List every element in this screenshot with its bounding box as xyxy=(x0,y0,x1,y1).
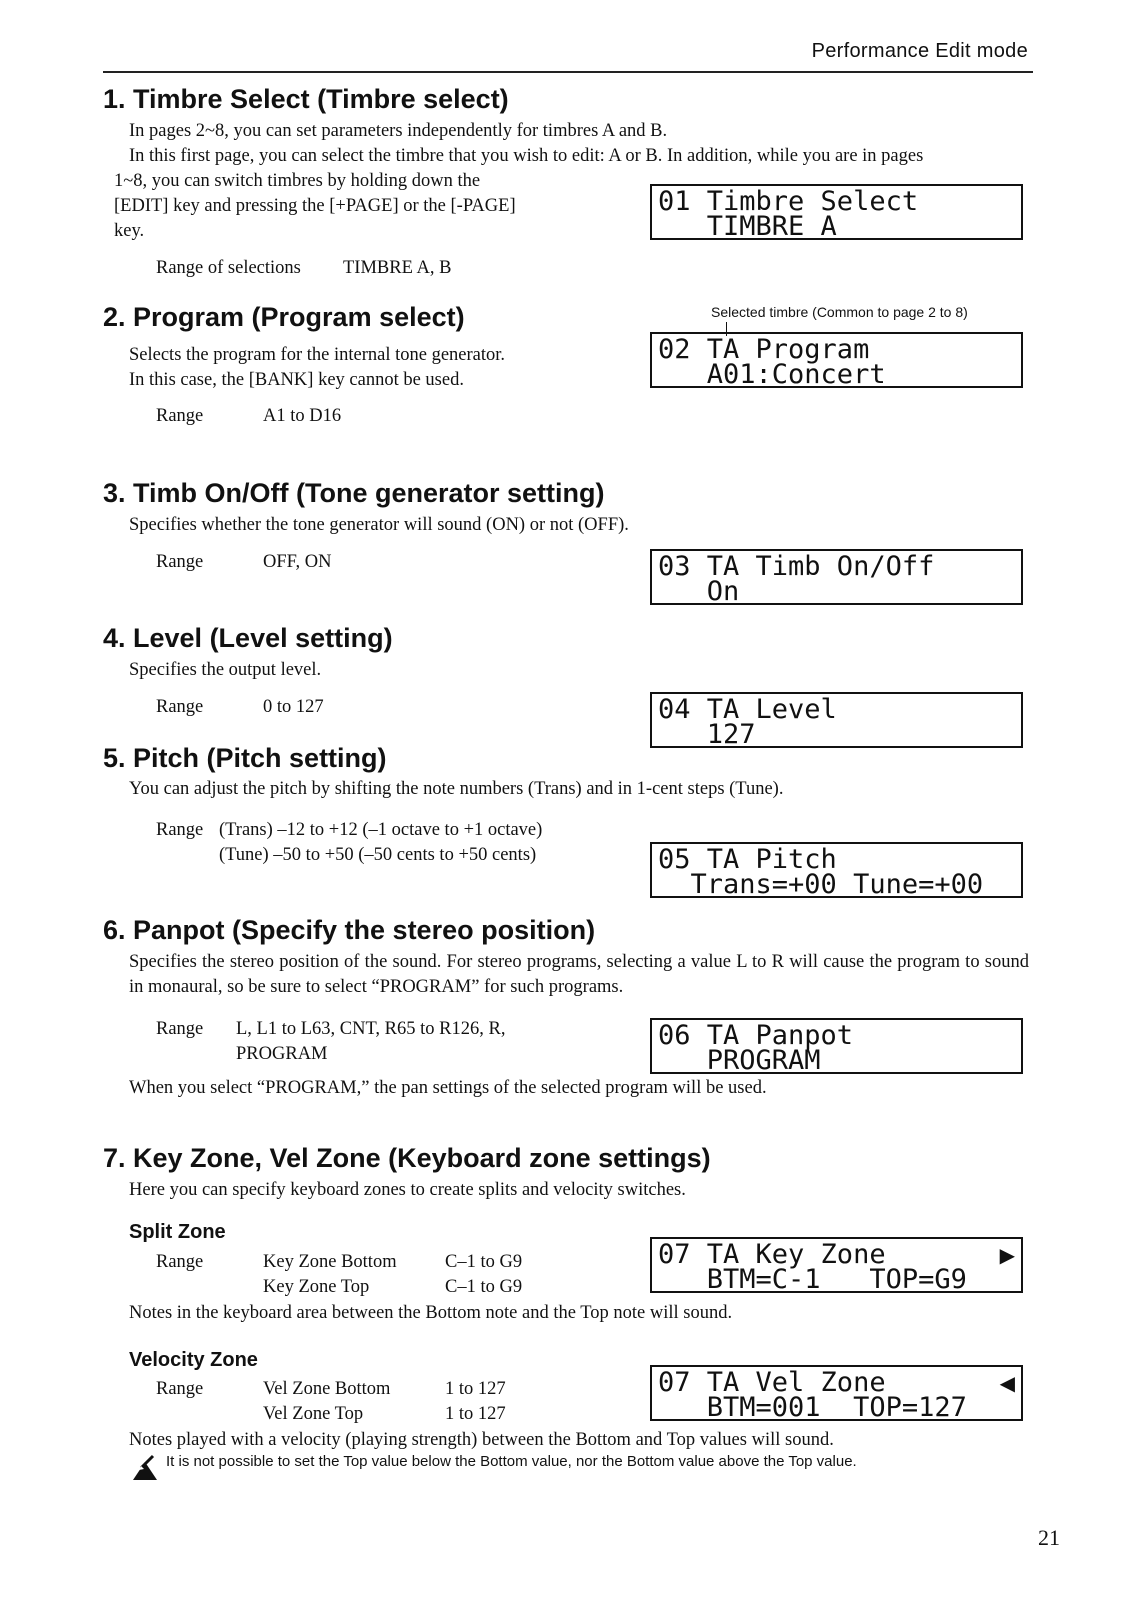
section-5-range-label: Range xyxy=(156,820,204,840)
split-row-2-name: Key Zone Top xyxy=(263,1277,370,1297)
lcd-line-1: 01 Timbre Select xyxy=(658,186,919,217)
section-2-heading: 2. Program (Program select) xyxy=(103,302,465,332)
caution-note: It is not possible to set the Top value below the Bottom value, nor the Bottom value above the Top value. xyxy=(166,1453,857,1470)
lcd-line-1: 03 TA Timb On/Off xyxy=(658,551,935,582)
section-6-heading: 6. Panpot (Specify the stereo position) xyxy=(103,915,596,945)
section-1-range-label: Range of selections xyxy=(156,258,301,278)
lcd-display-timb-onoff xyxy=(650,549,1023,605)
split-row-1-name: Key Zone Bottom xyxy=(263,1252,397,1272)
vel-row-1-name: Vel Zone Bottom xyxy=(263,1379,391,1399)
lcd-display-key-zone xyxy=(650,1237,1023,1293)
lcd-line-2: PROGRAM xyxy=(658,1045,821,1076)
section-1-heading: 1. Timbre Select (Timbre select) xyxy=(103,84,509,114)
section-2-range-value: A1 to D16 xyxy=(263,406,342,426)
split-row-2-value: C–1 to G9 xyxy=(445,1277,523,1297)
selected-timbre-caption: Selected timbre (Common to page 2 to 8) xyxy=(711,304,968,320)
lcd-line-2: Trans=+00 Tune=+00 xyxy=(658,869,984,900)
caution-pencil-icon xyxy=(131,1452,159,1482)
section-1-line-3: 1~8, you can switch timbres by holding down the xyxy=(114,171,481,191)
split-zone-note: Notes in the keyboard area between the Bottom note and the Top note will sound. xyxy=(129,1303,733,1323)
lcd-line-1: 07 TA Vel Zone xyxy=(658,1367,886,1398)
section-4-line-1: Specifies the output level. xyxy=(129,660,322,680)
section-2-range-label: Range xyxy=(156,406,204,426)
section-6-paragraph: Specifies the stereo position of the sound. For stereo programs, selecting a value L to R will cause the program to sound in monaural, so be sure to select “PROGRAM” for such programs. xyxy=(129,952,1029,997)
left-arrow-icon: ◀ xyxy=(999,1371,1015,1395)
section-7-line-1: Here you can specify keyboard zones to create splits and velocity switches. xyxy=(129,1180,686,1200)
section-6-note: When you select “PROGRAM,” the pan settings of the selected program will be used. xyxy=(129,1078,767,1098)
section-2-line-2: In this case, the [BANK] key cannot be used. xyxy=(129,370,464,390)
lcd-display-level xyxy=(650,692,1023,748)
vel-row-2-name: Vel Zone Top xyxy=(263,1404,364,1424)
velocity-zone-range-label: Range xyxy=(156,1379,204,1399)
lcd-line-2: 127 xyxy=(658,719,756,750)
lcd-line-2: BTM=001 TOP=127 xyxy=(658,1392,967,1423)
lcd-line-1: 02 TA Program xyxy=(658,334,870,365)
section-4-range-label: Range xyxy=(156,697,204,717)
velocity-zone-note: Notes played with a velocity (playing strength) between the Bottom and Top values will sound. xyxy=(129,1430,834,1450)
vel-row-1-value: 1 to 127 xyxy=(445,1379,506,1399)
section-1-line-2: In this first page, you can select the timbre that you wish to edit: A or B. In addition, while you are in pages xyxy=(129,146,924,166)
section-7-heading: 7. Key Zone, Vel Zone (Keyboard zone settings) xyxy=(103,1143,711,1173)
lcd-display-program xyxy=(650,332,1023,388)
lcd-display-pitch xyxy=(650,842,1023,898)
section-4-heading: 4. Level (Level setting) xyxy=(103,623,393,653)
section-6-range-value-1: L, L1 to L63, CNT, R65 to R126, R, xyxy=(236,1019,506,1039)
section-1-line-4: [EDIT] key and pressing the [+PAGE] or the [-PAGE] xyxy=(114,196,516,216)
header-rule xyxy=(103,71,1033,73)
section-1-line-1: In pages 2~8, you can set parameters independently for timbres A and B. xyxy=(129,121,668,141)
lcd-line-1: 05 TA Pitch xyxy=(658,844,837,875)
split-row-1-value: C–1 to G9 xyxy=(445,1252,523,1272)
vel-row-2-value: 1 to 127 xyxy=(445,1404,506,1424)
lcd-display-timbre-select xyxy=(650,184,1023,240)
lcd-line-2: BTM=C-1 TOP=G9 xyxy=(658,1264,967,1295)
section-3-heading: 3. Timb On/Off (Tone generator setting) xyxy=(103,478,605,508)
section-2-line-1: Selects the program for the internal tone generator. xyxy=(129,345,506,365)
lcd-display-panpot xyxy=(650,1018,1023,1074)
section-5-range-value-1: (Trans) –12 to +12 (–1 octave to +1 octave) xyxy=(219,820,543,840)
lcd-display-vel-zone xyxy=(650,1365,1023,1421)
lcd-line-1: 06 TA Panpot xyxy=(658,1020,854,1051)
page-number: 21 xyxy=(1038,1525,1060,1550)
section-4-range-value: 0 to 127 xyxy=(263,697,324,717)
split-zone-heading: Split Zone xyxy=(129,1221,226,1243)
section-6-range-value-2: PROGRAM xyxy=(236,1044,328,1064)
lcd-line-1: 04 TA Level xyxy=(658,694,837,725)
lcd-line-2: A01:Concert xyxy=(658,359,886,390)
section-1-range-value: TIMBRE A, B xyxy=(343,258,452,278)
lcd-line-2: TIMBRE A xyxy=(658,211,837,242)
section-3-range-value: OFF, ON xyxy=(263,552,332,572)
section-5-line-1: You can adjust the pitch by shifting the note numbers (Trans) and in 1-cent steps (Tune). xyxy=(129,779,784,799)
section-5-heading: 5. Pitch (Pitch setting) xyxy=(103,743,387,773)
split-zone-range-label: Range xyxy=(156,1252,204,1272)
section-5-range-value-2: (Tune) –50 to +50 (–50 cents to +50 cents) xyxy=(219,845,537,865)
velocity-zone-heading: Velocity Zone xyxy=(129,1349,258,1371)
lcd-line-1: 07 TA Key Zone xyxy=(658,1239,886,1270)
running-head: Performance Edit mode xyxy=(811,40,1028,62)
right-arrow-icon: ▶ xyxy=(999,1243,1015,1267)
lcd-line-2: On xyxy=(658,576,740,607)
section-3-range-label: Range xyxy=(156,552,204,572)
section-3-line-1: Specifies whether the tone generator will sound (ON) or not (OFF). xyxy=(129,515,629,535)
section-6-range-label: Range xyxy=(156,1019,204,1039)
section-1-line-5: key. xyxy=(114,221,145,241)
